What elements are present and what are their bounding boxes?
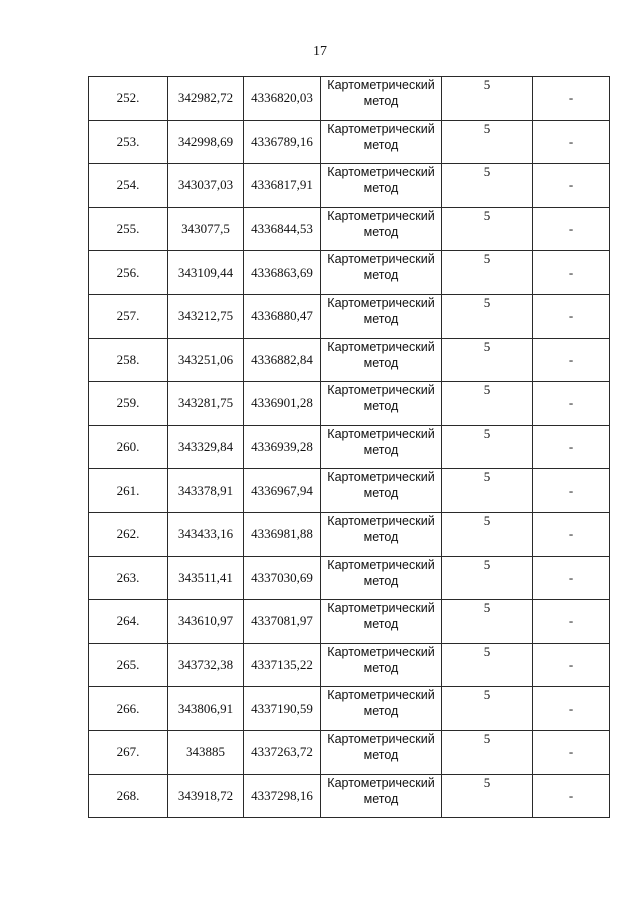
method-text: Картометрический метод <box>327 731 435 762</box>
note-cell: - <box>533 512 610 556</box>
note-cell: - <box>533 425 610 469</box>
x-coordinate-cell: 343885 <box>168 730 244 774</box>
method-cell <box>321 120 442 164</box>
table-row <box>89 730 610 774</box>
y-coordinate-cell: 4336789,16 <box>244 120 321 164</box>
x-coordinate-cell: 343511,41 <box>168 556 244 600</box>
table-row <box>89 120 610 164</box>
method-cell <box>321 251 442 295</box>
table-row <box>89 207 610 251</box>
page-number: 17 <box>313 44 327 59</box>
y-coordinate-cell: 4336863,69 <box>244 251 321 295</box>
point-number-cell: 266. <box>89 687 168 731</box>
x-coordinate-cell: 343329,84 <box>168 425 244 469</box>
note-cell: - <box>533 774 610 818</box>
note-cell: - <box>533 207 610 251</box>
method-text: Картометрический метод <box>327 78 435 108</box>
x-coordinate-cell: 343037,03 <box>168 164 244 208</box>
note-cell: - <box>533 469 610 513</box>
note-cell: - <box>533 382 610 426</box>
accuracy-cell: 5 <box>442 425 533 469</box>
table-row <box>89 774 610 818</box>
method-cell <box>321 687 442 731</box>
method-cell <box>321 207 442 251</box>
y-coordinate-cell: 4337190,59 <box>244 687 321 731</box>
note-cell: - <box>533 600 610 644</box>
method-text: Картометрический метод <box>327 470 435 501</box>
note-cell: - <box>533 338 610 382</box>
method-cell <box>321 600 442 644</box>
method-cell <box>321 77 442 121</box>
y-coordinate-cell: 4336939,28 <box>244 425 321 469</box>
method-text: Картометрический метод <box>327 208 435 239</box>
coordinates-table-body <box>89 77 610 818</box>
accuracy-cell: 5 <box>442 774 533 818</box>
x-coordinate-cell: 342998,69 <box>168 120 244 164</box>
method-cell <box>321 512 442 556</box>
x-coordinate-cell: 342982,72 <box>168 77 244 121</box>
method-cell <box>321 382 442 426</box>
table-row <box>89 382 610 426</box>
point-number-cell: 255. <box>89 207 168 251</box>
x-coordinate-cell: 343378,91 <box>168 469 244 513</box>
method-text: Картометрический метод <box>327 165 435 196</box>
x-coordinate-cell: 343281,75 <box>168 382 244 426</box>
coordinates-table <box>88 76 610 818</box>
method-text: Картометрический метод <box>327 339 435 370</box>
point-number-cell: 267. <box>89 730 168 774</box>
point-number-cell: 261. <box>89 469 168 513</box>
note-cell: - <box>533 730 610 774</box>
y-coordinate-cell: 4336981,88 <box>244 512 321 556</box>
method-text: Картометрический метод <box>327 644 435 675</box>
accuracy-cell: 5 <box>442 556 533 600</box>
table-row <box>89 512 610 556</box>
accuracy-cell: 5 <box>442 77 533 121</box>
table-row <box>89 556 610 600</box>
note-cell: - <box>533 164 610 208</box>
x-coordinate-cell: 343806,91 <box>168 687 244 731</box>
method-text: Картометрический метод <box>327 775 435 806</box>
y-coordinate-cell: 4336901,28 <box>244 382 321 426</box>
method-text: Картометрический метод <box>327 295 435 326</box>
table-row <box>89 164 610 208</box>
method-cell <box>321 774 442 818</box>
table-row <box>89 643 610 687</box>
table-row <box>89 338 610 382</box>
x-coordinate-cell: 343732,38 <box>168 643 244 687</box>
method-cell <box>321 643 442 687</box>
method-text: Картометрический метод <box>327 383 435 414</box>
note-cell: - <box>533 687 610 731</box>
note-cell: - <box>533 294 610 338</box>
y-coordinate-cell: 4337081,97 <box>244 600 321 644</box>
y-coordinate-cell: 4337030,69 <box>244 556 321 600</box>
method-text: Картометрический метод <box>327 426 435 457</box>
point-number-cell: 264. <box>89 600 168 644</box>
note-cell: - <box>533 77 610 121</box>
y-coordinate-cell: 4336967,94 <box>244 469 321 513</box>
method-cell <box>321 425 442 469</box>
point-number-cell: 258. <box>89 338 168 382</box>
table-row <box>89 294 610 338</box>
table-row <box>89 77 610 121</box>
method-text: Картометрический метод <box>327 557 435 588</box>
method-text: Картометрический метод <box>327 121 435 152</box>
method-cell <box>321 730 442 774</box>
point-number-cell: 252. <box>89 77 168 121</box>
x-coordinate-cell: 343212,75 <box>168 294 244 338</box>
accuracy-cell: 5 <box>442 643 533 687</box>
accuracy-cell: 5 <box>442 512 533 556</box>
y-coordinate-cell: 4336817,91 <box>244 164 321 208</box>
point-number-cell: 265. <box>89 643 168 687</box>
point-number-cell: 257. <box>89 294 168 338</box>
x-coordinate-cell: 343610,97 <box>168 600 244 644</box>
method-cell <box>321 338 442 382</box>
accuracy-cell: 5 <box>442 687 533 731</box>
method-text: Картометрический метод <box>327 513 435 544</box>
point-number-cell: 268. <box>89 774 168 818</box>
note-cell: - <box>533 251 610 295</box>
y-coordinate-cell: 4337135,22 <box>244 643 321 687</box>
method-text: Картометрический метод <box>327 252 435 283</box>
accuracy-cell: 5 <box>442 207 533 251</box>
table-row <box>89 600 610 644</box>
point-number-cell: 256. <box>89 251 168 295</box>
accuracy-cell: 5 <box>442 120 533 164</box>
y-coordinate-cell: 4337298,16 <box>244 774 321 818</box>
table-row <box>89 251 610 295</box>
accuracy-cell: 5 <box>442 469 533 513</box>
y-coordinate-cell: 4336844,53 <box>244 207 321 251</box>
x-coordinate-cell: 343918,72 <box>168 774 244 818</box>
accuracy-cell: 5 <box>442 338 533 382</box>
method-cell <box>321 164 442 208</box>
method-cell <box>321 294 442 338</box>
method-cell <box>321 556 442 600</box>
x-coordinate-cell: 343109,44 <box>168 251 244 295</box>
method-text: Картометрический метод <box>327 688 435 719</box>
x-coordinate-cell: 343077,5 <box>168 207 244 251</box>
y-coordinate-cell: 4337263,72 <box>244 730 321 774</box>
y-coordinate-cell: 4336882,84 <box>244 338 321 382</box>
table-row <box>89 425 610 469</box>
method-text: Картометрический метод <box>327 601 435 632</box>
accuracy-cell: 5 <box>442 382 533 426</box>
note-cell: - <box>533 643 610 687</box>
point-number-cell: 254. <box>89 164 168 208</box>
point-number-cell: 253. <box>89 120 168 164</box>
point-number-cell: 259. <box>89 382 168 426</box>
table-row <box>89 687 610 731</box>
point-number-cell: 262. <box>89 512 168 556</box>
method-cell <box>321 469 442 513</box>
x-coordinate-cell: 343251,06 <box>168 338 244 382</box>
note-cell: - <box>533 556 610 600</box>
point-number-cell: 263. <box>89 556 168 600</box>
accuracy-cell: 5 <box>442 164 533 208</box>
accuracy-cell: 5 <box>442 600 533 644</box>
y-coordinate-cell: 4336820,03 <box>244 77 321 121</box>
note-cell: - <box>533 120 610 164</box>
accuracy-cell: 5 <box>442 294 533 338</box>
point-number-cell: 260. <box>89 425 168 469</box>
x-coordinate-cell: 343433,16 <box>168 512 244 556</box>
y-coordinate-cell: 4336880,47 <box>244 294 321 338</box>
accuracy-cell: 5 <box>442 251 533 295</box>
table-row <box>89 469 610 513</box>
accuracy-cell: 5 <box>442 730 533 774</box>
